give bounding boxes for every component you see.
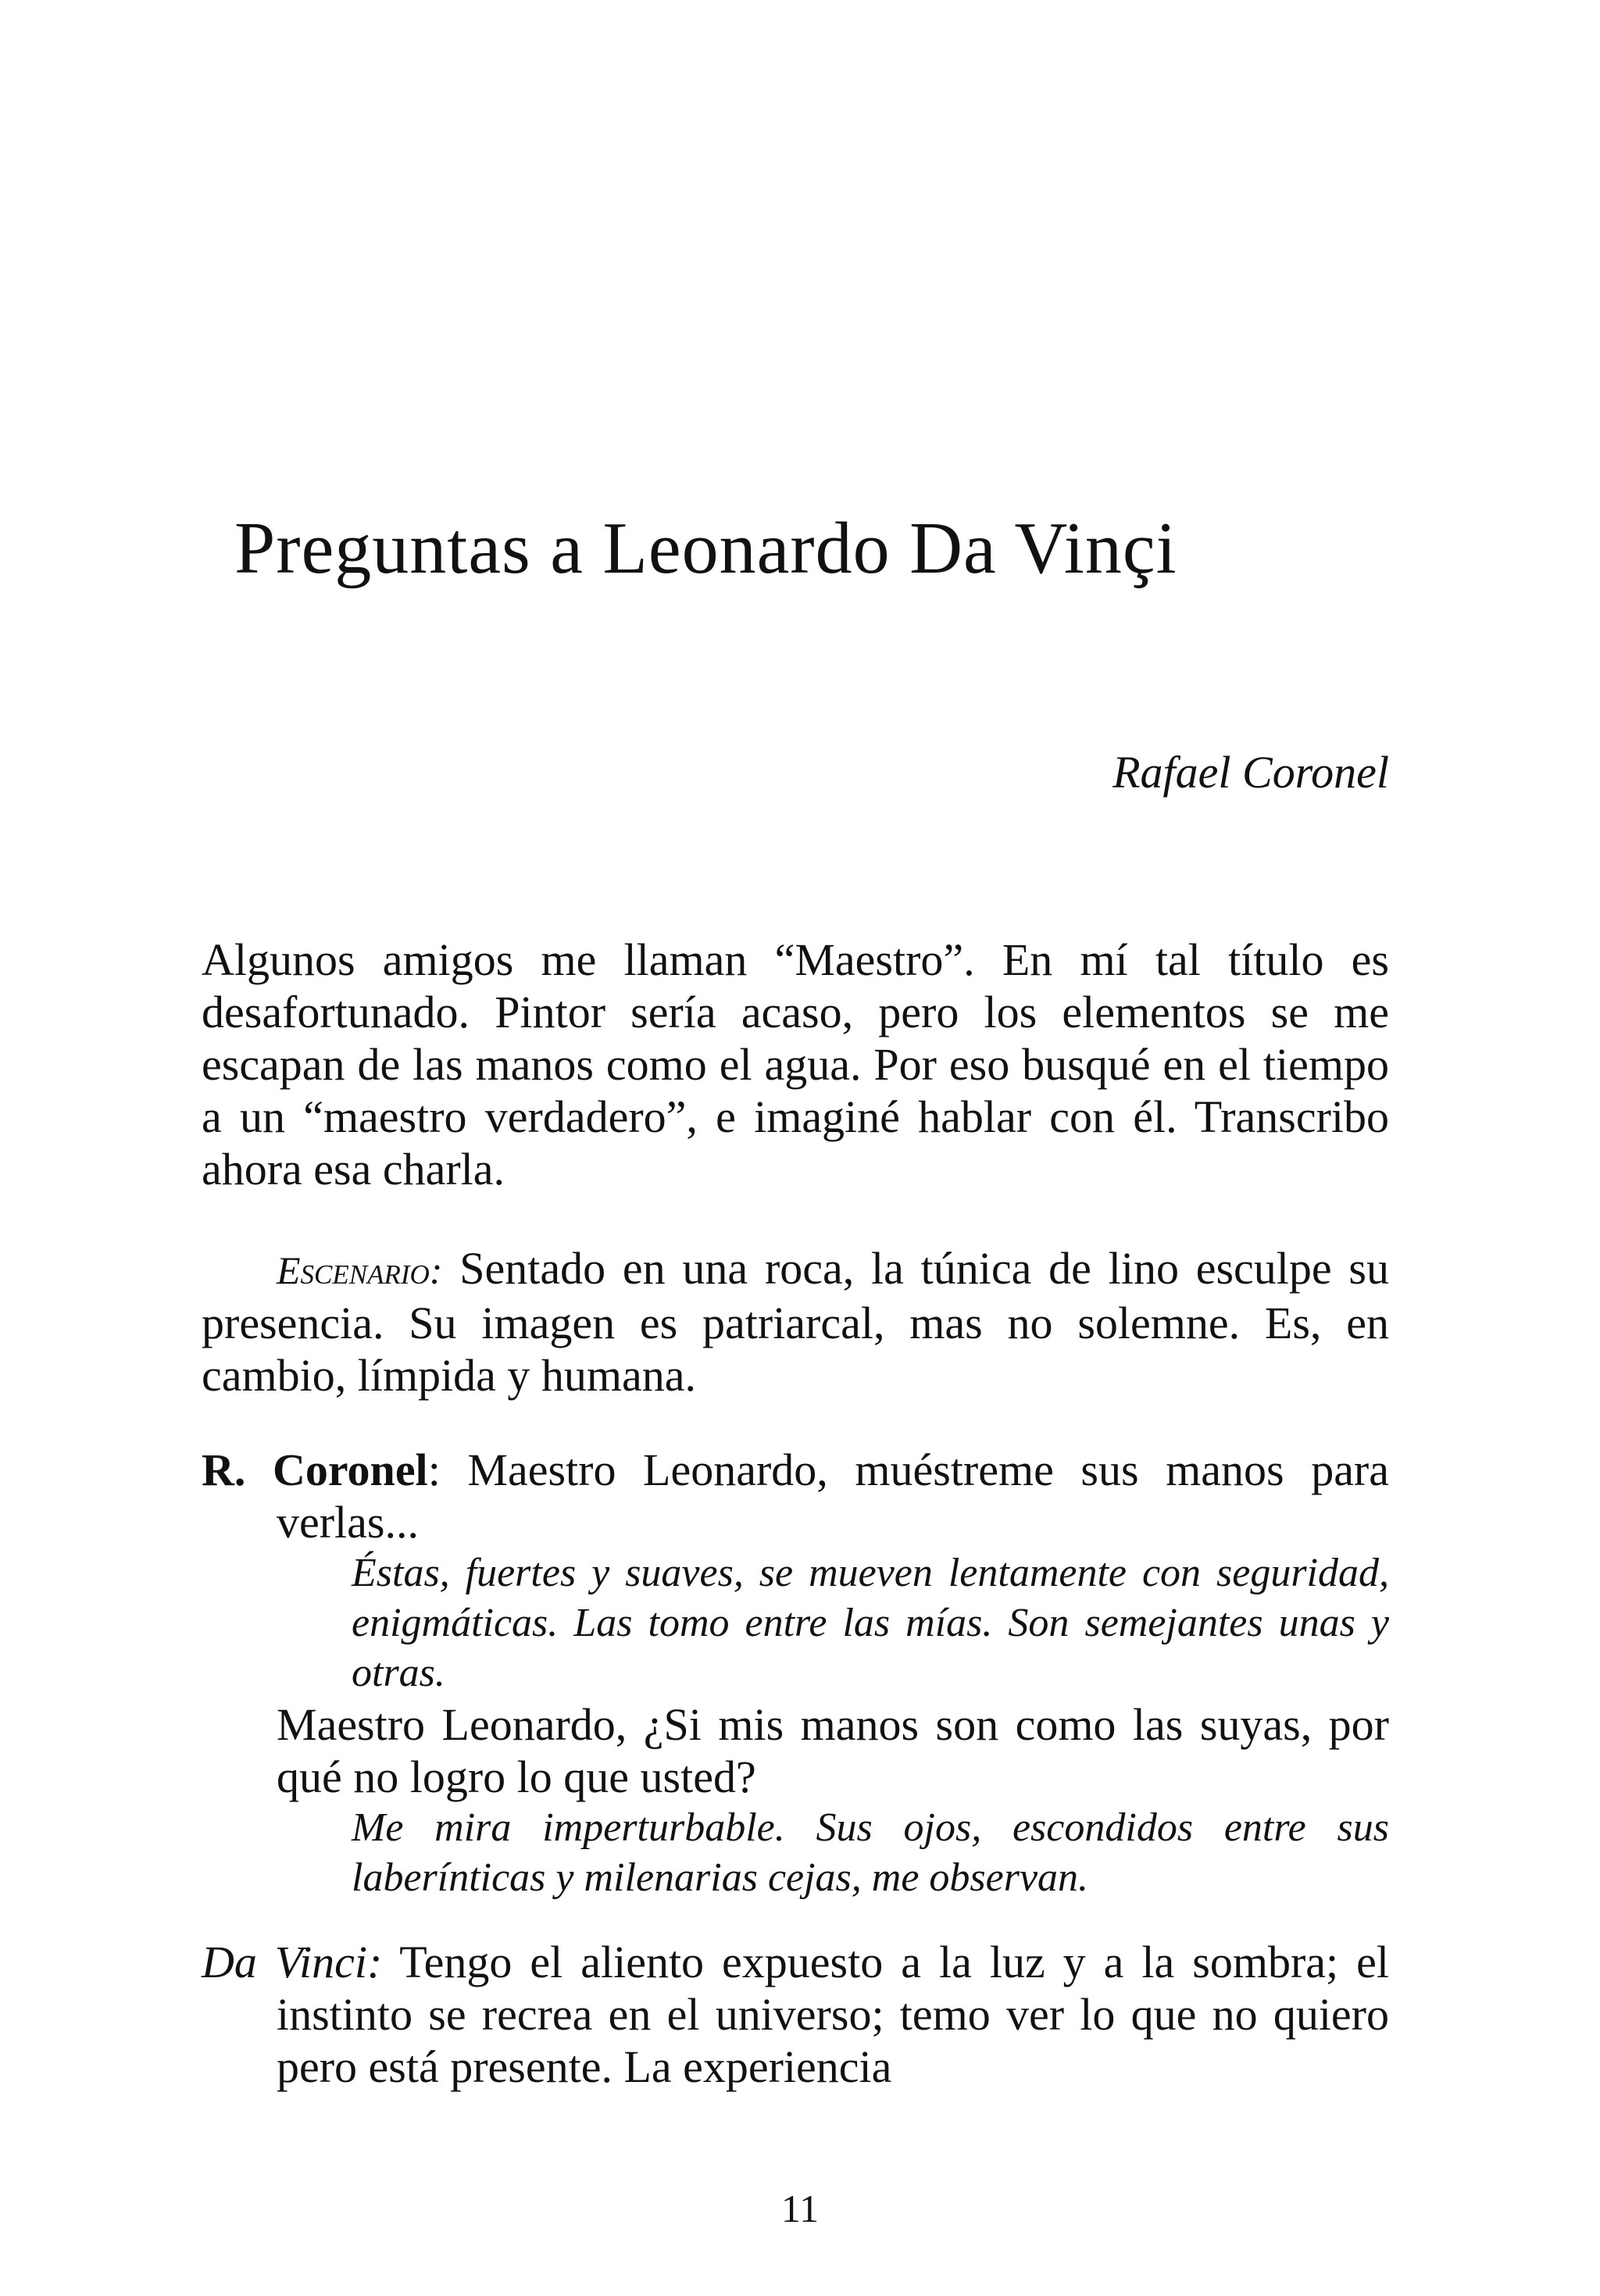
dialogue-line — [202, 1936, 1389, 2093]
stage-direction: Me mira imperturbable. Sus ojos, escondidos entre sus laberínticas y milenarias cejas, me observan. — [352, 1805, 1389, 1900]
article-author: Rafael Coronel — [1112, 747, 1389, 798]
speech-text: Tengo el aliento expuesto a la luz y a la sombra; el instinto se recrea en el universo; temo ver lo que no quiero pero está presente. La experiencia — [277, 1937, 1389, 2092]
speaker-name: R. Coronel — [202, 1444, 428, 1495]
scene-text: Sentado en una roca, la túnica de lino esculpe su presencia. Su imagen es patriarcal, mas no solemne. Es, en cambio, límpida y humana. — [202, 1243, 1389, 1401]
page-number: 11 — [780, 2187, 820, 2230]
dialogue-line — [202, 1444, 1389, 1548]
speech-text: Maestro Leonardo, ¿Si mis manos son como las suyas, por qué no logro lo que usted? — [277, 1699, 1389, 1802]
speech-text: Maestro Leonardo, muéstreme sus manos para verlas... — [277, 1444, 1389, 1548]
dialogue-block-davinci — [202, 1936, 1389, 2093]
dialogue-block-coronel — [202, 1444, 1389, 1903]
intro-paragraph: Algunos amigos me llaman “Maestro”. En mí tal título es desafortunado. Pintor sería acaso, pero los elementos se me escapan de las manos como el agua. Por eso busqué en el tiempo a un “maestro verdadero”, e imaginé hablar con él. Transcribo ahora esa charla. — [202, 934, 1389, 1194]
scene-label: Escenario: — [277, 1248, 443, 1292]
article-title: Preguntas a Leonardo Da Vinçi — [234, 508, 1177, 589]
speaker-suffix: : — [427, 1444, 441, 1495]
speaker-name: Da Vinci: — [202, 1937, 383, 1987]
scene-paragraph — [202, 1242, 1389, 1402]
stage-direction: Éstas, fuertes y suaves, se mueven lentamente con seguridad, enigmáticas. Las tomo entre las mías. Son semejantes unas y otras. — [352, 1551, 1389, 1695]
